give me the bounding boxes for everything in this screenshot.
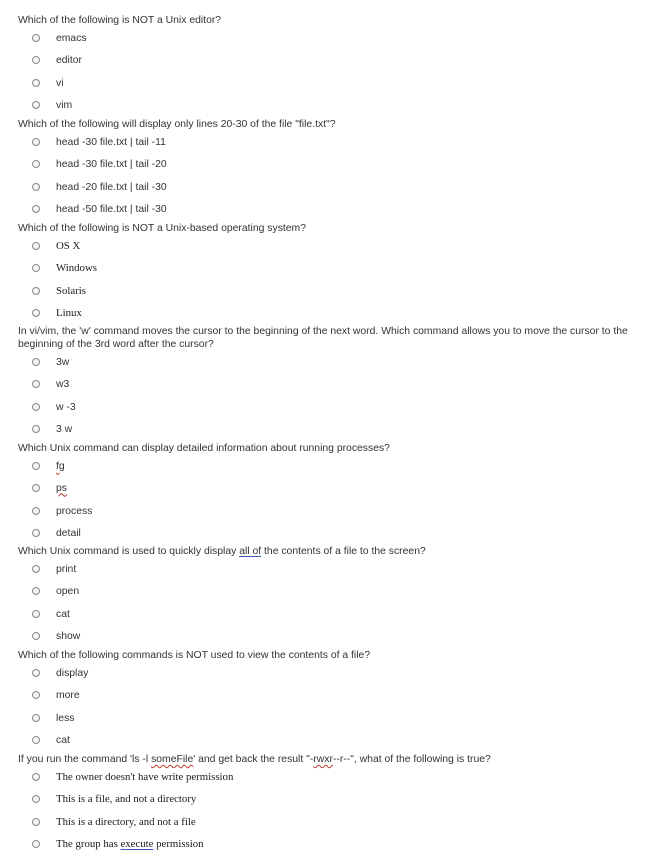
option-label: less — [56, 712, 75, 724]
radio-button[interactable] — [32, 818, 40, 826]
option-label: more — [56, 689, 80, 701]
option[interactable] — [32, 607, 70, 621]
option[interactable] — [32, 733, 70, 747]
radio-button[interactable] — [32, 183, 40, 191]
option-label: OS X — [56, 240, 81, 252]
question-text — [18, 545, 658, 558]
option[interactable] — [32, 422, 72, 436]
radio-button[interactable] — [32, 610, 40, 618]
radio-button[interactable] — [32, 462, 40, 470]
option-label: Linux — [56, 307, 82, 319]
option-label-part: permission — [153, 838, 204, 850]
option-label: w3 — [56, 378, 70, 390]
option-label: Windows — [56, 262, 97, 274]
radio-button[interactable] — [32, 507, 40, 515]
option[interactable] — [32, 792, 196, 806]
option[interactable] — [32, 239, 80, 253]
option-label: open — [56, 585, 80, 597]
radio-button[interactable] — [32, 242, 40, 250]
option[interactable] — [32, 355, 69, 369]
option[interactable] — [32, 135, 166, 149]
radio-button[interactable] — [32, 669, 40, 677]
radio-button[interactable] — [32, 773, 40, 781]
option-label: detail — [56, 527, 81, 539]
option-label: Solaris — [56, 285, 86, 297]
option[interactable] — [32, 815, 196, 829]
question-text-underlined: all of — [239, 546, 262, 557]
option[interactable] — [32, 261, 97, 275]
radio-button[interactable] — [32, 795, 40, 803]
option-label: process — [56, 505, 93, 517]
question-text-part: If you run the command 'ls -l — [18, 754, 152, 765]
question-text: Which of the following commands is NOT used to view the contents of a file? — [18, 650, 371, 661]
option[interactable] — [32, 306, 82, 320]
option-label: head -30 file.txt | tail -20 — [56, 158, 167, 170]
question-text: Which of the following is NOT a Unix-based operating system? — [18, 223, 306, 234]
option[interactable] — [32, 688, 80, 702]
option-label: 3w — [56, 356, 70, 368]
radio-button[interactable] — [32, 79, 40, 87]
option[interactable] — [32, 562, 76, 576]
option[interactable] — [32, 584, 79, 598]
question-text-part: Which Unix command is used to quickly display — [18, 546, 240, 557]
radio-button[interactable] — [32, 425, 40, 433]
radio-button[interactable] — [32, 101, 40, 109]
option-label: emacs — [56, 32, 87, 44]
option-label-underlined: execute — [120, 838, 154, 850]
question-text-misspelled: rwxr — [313, 754, 333, 765]
radio-button[interactable] — [32, 403, 40, 411]
radio-button[interactable] — [32, 56, 40, 64]
option-label: display — [56, 667, 89, 679]
option-label: show — [56, 630, 81, 642]
option[interactable] — [32, 76, 64, 90]
radio-button[interactable] — [32, 264, 40, 272]
radio-button[interactable] — [32, 34, 40, 42]
question-text — [18, 753, 658, 766]
question-text: In vi/vim, the 'w' command moves the cursor to the beginning of the next word. Which command allows you to move the cursor to the beginning of the 3rd word after the cursor? — [18, 326, 628, 350]
option[interactable] — [32, 284, 86, 298]
option-label: This is a directory, and not a file — [56, 816, 196, 828]
option[interactable] — [32, 837, 204, 851]
question-text-misspelled: someFile — [151, 754, 194, 765]
question-text-part: ' and get back the result "- — [193, 754, 314, 765]
option[interactable] — [32, 377, 69, 391]
option-label: head -50 file.txt | tail -30 — [56, 203, 167, 215]
radio-button[interactable] — [32, 840, 40, 848]
radio-button[interactable] — [32, 565, 40, 573]
radio-button[interactable] — [32, 736, 40, 744]
option[interactable] — [32, 504, 92, 518]
option[interactable] — [32, 481, 67, 495]
option-label: ps — [56, 482, 67, 494]
radio-button[interactable] — [32, 205, 40, 213]
option-label: w -3 — [56, 401, 76, 413]
option-label: The owner doesn't have write permission — [56, 771, 234, 783]
option-label: cat — [56, 608, 70, 620]
option[interactable] — [32, 98, 72, 112]
option[interactable] — [32, 53, 82, 67]
option-label: editor — [56, 54, 82, 66]
radio-button[interactable] — [32, 309, 40, 317]
radio-button[interactable] — [32, 160, 40, 168]
option[interactable] — [32, 459, 65, 473]
option-label: vim — [56, 99, 73, 111]
radio-button[interactable] — [32, 587, 40, 595]
option-label: print — [56, 563, 77, 575]
radio-button[interactable] — [32, 358, 40, 366]
option-label: 3 w — [56, 423, 73, 435]
radio-button[interactable] — [32, 138, 40, 146]
option[interactable] — [32, 629, 80, 643]
option[interactable] — [32, 400, 76, 414]
radio-button[interactable] — [32, 691, 40, 699]
option[interactable] — [32, 180, 167, 194]
option[interactable] — [32, 770, 233, 784]
radio-button[interactable] — [32, 632, 40, 640]
question-text: Which Unix command can display detailed information about running processes? — [18, 443, 390, 454]
option[interactable] — [32, 31, 87, 45]
option-label: vi — [56, 77, 64, 89]
question-text-part: the contents of a file to the screen? — [261, 546, 426, 557]
question-text: Which of the following is NOT a Unix editor? — [18, 15, 222, 26]
option-label-part: The group has — [56, 838, 121, 850]
option-label: This is a file, and not a directory — [56, 793, 197, 805]
option-label: head -20 file.txt | tail -30 — [56, 181, 167, 193]
option-label: cat — [56, 734, 70, 746]
radio-button[interactable] — [32, 529, 40, 537]
option[interactable] — [32, 666, 88, 680]
radio-button[interactable] — [32, 380, 40, 388]
option-label: fg — [56, 460, 65, 472]
option[interactable] — [32, 157, 167, 171]
radio-button[interactable] — [32, 714, 40, 722]
option[interactable] — [32, 526, 81, 540]
question-text-part: --r--", what of the following is true? — [332, 754, 491, 765]
option-label — [56, 838, 204, 850]
option-label: head -30 file.txt | tail -11 — [56, 136, 166, 148]
radio-button[interactable] — [32, 484, 40, 492]
option[interactable] — [32, 711, 74, 725]
option[interactable] — [32, 202, 167, 216]
question-text: Which of the following will display only lines 20-30 of the file "file.txt"? — [18, 119, 336, 130]
radio-button[interactable] — [32, 287, 40, 295]
